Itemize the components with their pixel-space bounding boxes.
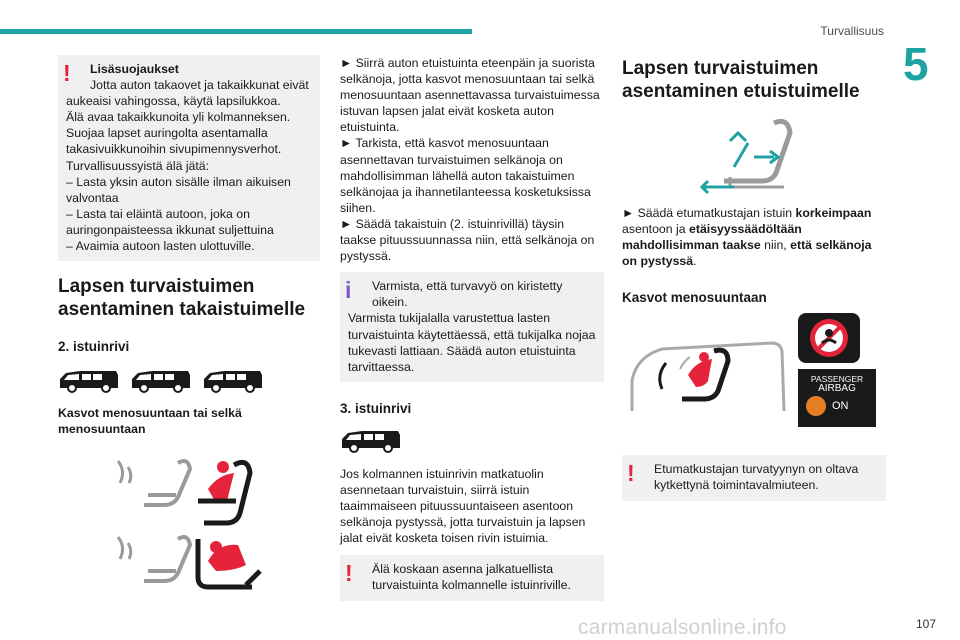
warning-line: – Lasta yksin auton sisälle ilman aikuisen bbox=[66, 174, 291, 189]
column-right bbox=[622, 55, 886, 501]
warning-line: auringonpaisteessa ikkunat suljettuina bbox=[66, 222, 274, 237]
van-icon bbox=[202, 367, 264, 393]
van-icon bbox=[130, 367, 192, 393]
header-accent-bar bbox=[0, 29, 472, 34]
vehicle-variants bbox=[58, 367, 320, 393]
warning-line: – Lasta tai eläintä autoon, joka on bbox=[66, 206, 250, 221]
child-seat-forward-facing-illustration bbox=[58, 453, 320, 603]
instruction-row3: Jos kolmannen istuinrivin matkatuolin asennetaan turvaistuin, siirrä istuin taaimmaiseen pituussuuntaiseen asentoon selkänoja pystyssä, jotta turvaistuin ja lapsen jalat eivät kosketa toisen rivin istuimia. bbox=[340, 466, 586, 546]
instruction-adjust-front-seat: ► Säädä etumatkustajan istuin korkeimpaan asentoon ja etäisyyssäädöltään mahdollisimman taakse niin, että selkänoja on pystyssä. bbox=[622, 206, 872, 269]
info-box-seatbelt: i Varmista, että turvavyö on kiristetty oikein. Varmista tukijalalla varustettua lasten turvaistuinta käytettäessä, että tukijalka nojaa tukevasti lattiaan. Säädä auton etuistuinta tarvittaessa. bbox=[340, 272, 604, 382]
warning-line: Suojaa lapset auringolta asentamalla bbox=[66, 126, 268, 141]
page-number: 107 bbox=[915, 617, 936, 631]
column-middle bbox=[340, 55, 604, 601]
warning-box-airbag: ! Etumatkustajan turvatyynyn on oltava kytkettynä toimintavalmiuteen. bbox=[622, 455, 886, 500]
instruction-check-backrest: ► Tarkista, että kasvot menosuuntaan asennettavan turvaistuimen selkänoja on mahdollisimman lähellä auton takaistuimen selkänojaa ja ihannetilanteessa kosketuksissa siihen. bbox=[340, 136, 591, 215]
instruction-adjust-rear-seat: ► Säädä takaistuin (2. istuinrivillä) täysin taakse pituussuunnassa niin, että selkänoja on pystyssä. bbox=[340, 216, 595, 264]
warning-line: Jotta auton takaovet ja takaikkunat eivät bbox=[90, 78, 309, 93]
car-front-seat-illustration bbox=[622, 339, 792, 419]
column-left bbox=[58, 55, 320, 603]
airbag-illustration-group bbox=[622, 311, 886, 439]
subheading-forward-facing: Kasvot menosuuntaan bbox=[622, 290, 767, 306]
subheading-row3: 3. istuinrivi bbox=[340, 400, 412, 416]
chapter-number: 5 bbox=[903, 38, 929, 90]
child-seat-crossed-icon bbox=[806, 396, 826, 416]
subheading-row2: 2. istuinrivi bbox=[58, 339, 130, 355]
warning-box-row3: ! Älä koskaan asenna jalkatuellista turvaistuinta kolmannelle istuinriville. bbox=[340, 555, 604, 600]
watermark: carmanualsonline.info bbox=[578, 616, 787, 639]
caption-facing: Kasvot menosuuntaan tai selkä menosuuntaan bbox=[58, 406, 242, 437]
airbag-off-warning-icon bbox=[798, 313, 860, 363]
van-icon bbox=[58, 367, 120, 393]
front-seat-adjust-illustration bbox=[622, 117, 886, 197]
warning-line: Älä avaa takaikkunoita yli kolmanneksen. bbox=[66, 110, 291, 125]
warning-line: Turvallisuussyistä älä jätä: bbox=[66, 158, 210, 173]
passenger-airbag-on-indicator: PASSENGER AIRBAG ON bbox=[798, 369, 876, 427]
van-icon bbox=[340, 427, 402, 453]
warning-box-additional-protection bbox=[58, 55, 320, 261]
section-heading-rear-seat: Lapsen turvaistuimen asentaminen takaistuimelle bbox=[58, 276, 306, 321]
warning-line: takasivuikkunoihin sivupimennysverhot. bbox=[66, 142, 282, 157]
section-title: Turvallisuus bbox=[820, 24, 884, 38]
warning-exclamation-icon: ! bbox=[345, 560, 353, 587]
section-heading-front-seat: Lapsen turvaistuimen asentaminen etuistuimelle bbox=[622, 58, 860, 102]
warning-line: – Avaimia autoon lasten ulottuville. bbox=[66, 239, 255, 254]
warning-exclamation-icon: ! bbox=[627, 460, 635, 487]
warning-title: Lisäsuojaukset bbox=[90, 62, 179, 76]
instruction-move-front-seat: ► Siirrä auton etuistuinta eteenpäin ja suorista selkänoja, jotta kasvot menosuuntaan tai selkä menosuuntaan asennettavassa turvaistuimessa istuvan lapsen jalat eivät kosketa auton etuistuinta. bbox=[340, 56, 600, 135]
warning-line: valvontaa bbox=[66, 190, 119, 205]
info-icon: i bbox=[345, 277, 352, 304]
warning-exclamation-icon: ! bbox=[63, 60, 71, 86]
warning-line: aukeaisi vahingossa, käytä lapsilukkoa. bbox=[66, 94, 281, 109]
